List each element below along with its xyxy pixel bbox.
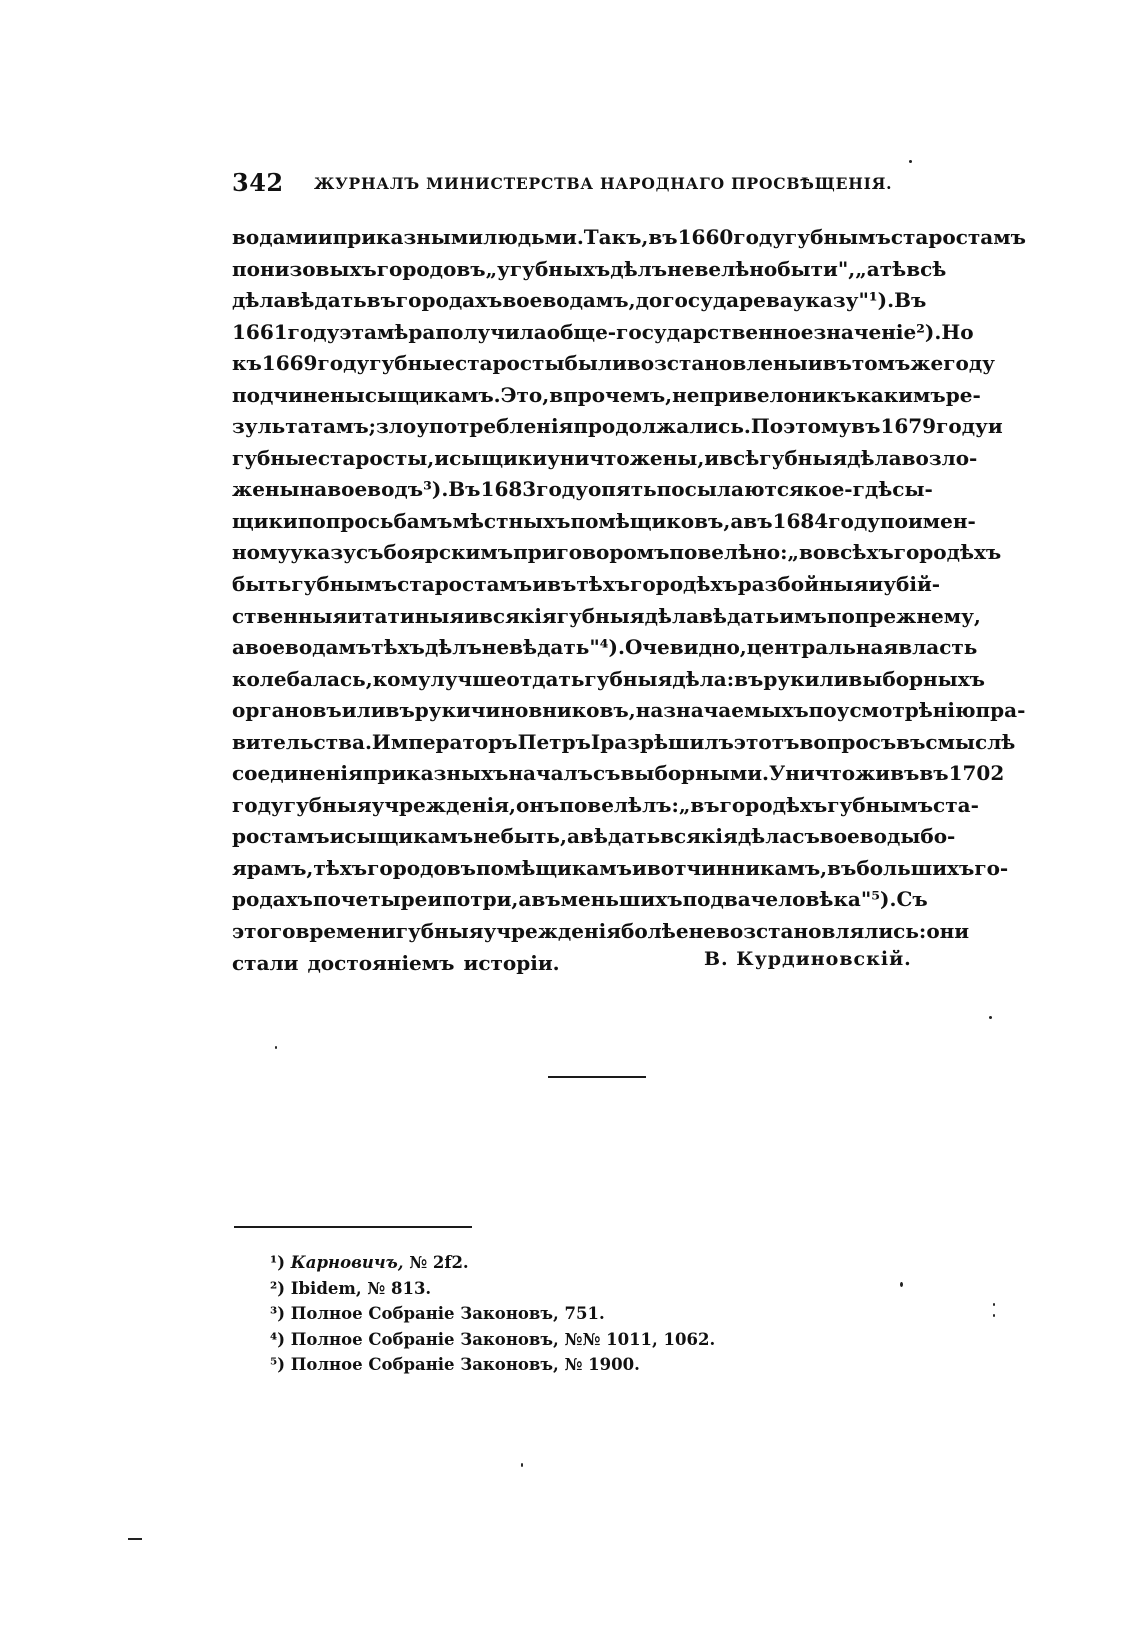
footnotes [270, 1250, 715, 1378]
body-line: ярамъ, тѣхъ городовъ помѣщикамъ и вотчинникамъ, въ большихъ го- [232, 855, 1009, 880]
footnote-author: Карновичъ, [290, 1253, 404, 1272]
running-title: ЖУРНАЛЪ МИНИСТЕРСТВА НАРОДНАГО ПРОСВѢЩЕНІЯ. [314, 174, 893, 193]
footnote-mark: ¹) [270, 1253, 286, 1272]
scan-speck [275, 1046, 277, 1049]
body-line: колебалась, кому лучше отдать губныя дѣла: въ руки ли выборныхъ [232, 666, 985, 691]
body-line: стали достояніемъ исторіи. [232, 950, 560, 975]
body-line: году губныя учрежденія, онъ повелѣлъ: „въ городѣхъ губнымъ ста- [232, 792, 979, 817]
footnote-text: Полное Собраніе Законовъ, 751. [290, 1304, 605, 1323]
scan-speck [993, 1314, 995, 1317]
body-line: подчинены сыщикамъ. Это, впрочемъ, не привело ни къ какимъ ре- [232, 382, 981, 407]
body-line: а воеводамъ тѣхъ дѣлъ не вѣдать" ⁴). Очевидно, центральная власть [232, 635, 978, 660]
footnote-text: Ibidem, № 813. [290, 1278, 432, 1298]
footnote-mark: ⁵) [270, 1355, 286, 1374]
footnote-text: № 2f2. [409, 1253, 469, 1272]
scan-speck [128, 1538, 142, 1540]
scan-speck [521, 1463, 523, 1467]
footnote-mark: ³) [270, 1304, 286, 1323]
body-line: водами и приказными людьми. Такъ, въ 1660 году губнымъ старостамъ [232, 225, 1026, 249]
body-line: понизовыхъ городовъ „у губныхъ дѣлъ не велѣно быти", „а тѣ всѣ [232, 256, 947, 281]
scan-speck [993, 1303, 995, 1306]
body-line: къ 1669 году губные старосты были возстановлены и въ томъ же году [232, 351, 995, 376]
body-line: этого времени губныя учрежденія болѣе не возстановлялись: они [232, 919, 970, 944]
footnote-1 [270, 1250, 715, 1276]
page-number: 342 [232, 168, 284, 197]
footnote-text: Полное Собраніе Законовъ, № 1900. [290, 1355, 640, 1374]
body-line: щики по просьбамъ мѣстныхъ помѣщиковъ, а въ 1684 году по имен- [232, 508, 976, 533]
body-line: губные старосты, и сыщики уничтожены, и всѣ губныя дѣла возло- [232, 445, 978, 470]
body-line: соединенія приказныхъ началъ съ выборными. Уничтоживъ въ 1702 [232, 761, 1005, 786]
footnote-5 [270, 1352, 715, 1378]
footnote-2 [270, 1276, 715, 1302]
footnote-text: Полное Собраніе Законовъ, №№ 1011, 1062. [290, 1329, 716, 1349]
body-line: зультатамъ; злоупотребленія продолжались. Поэтому въ 1679 году и [232, 414, 1003, 439]
body-line: дѣла вѣдать въ городахъ воеводамъ, до государева указу" ¹). Въ [232, 288, 927, 313]
body-line: ственныя и татиныя и всякія губныя дѣла вѣдать имъ попрежнему, [232, 603, 981, 628]
body-line: ростамъ и сыщикамъ не быть, а вѣдать всякія дѣла съ воеводы бо- [232, 824, 956, 849]
scan-speck [909, 160, 912, 163]
body-text [232, 222, 1026, 979]
body-line: 1661 году эта мѣра получила обще-государственное значеніе ²). Но [232, 319, 974, 344]
scan-speck [989, 1016, 992, 1019]
footnote-mark: ²) [270, 1278, 286, 1298]
footnote-separator-rule [234, 1226, 472, 1228]
body-line: органовъ или въ руки чиновниковъ, назначаемыхъ по усмотрѣнію пра- [232, 698, 1026, 723]
footnote-3 [270, 1301, 715, 1327]
footnote-4 [270, 1327, 715, 1353]
author-signature: В. Курдиновскій. [704, 948, 912, 970]
body-line: жены на воеводъ ³). Въ 1683 году опять посылаются кое-гдѣ сы- [232, 477, 933, 502]
body-line: родахъ по четыре и по три, а въ меньшихъ по два человѣка" ⁵). Съ [232, 887, 928, 912]
scan-speck [900, 1282, 903, 1287]
body-line: вительства. Императоръ Петръ I разрѣшилъ этотъ вопросъ въ смыслѣ [232, 729, 1016, 754]
footnote-mark: ⁴) [270, 1329, 286, 1349]
page-header [232, 168, 912, 198]
body-line: ному указу съ боярскимъ приговоромъ повелѣно: „во всѣхъ городѣхъ [232, 540, 1002, 565]
body-line: быть губнымъ старостамъ и въ тѣхъ городѣхъ разбойныя и убій- [232, 572, 941, 597]
end-of-article-rule [548, 1076, 646, 1078]
